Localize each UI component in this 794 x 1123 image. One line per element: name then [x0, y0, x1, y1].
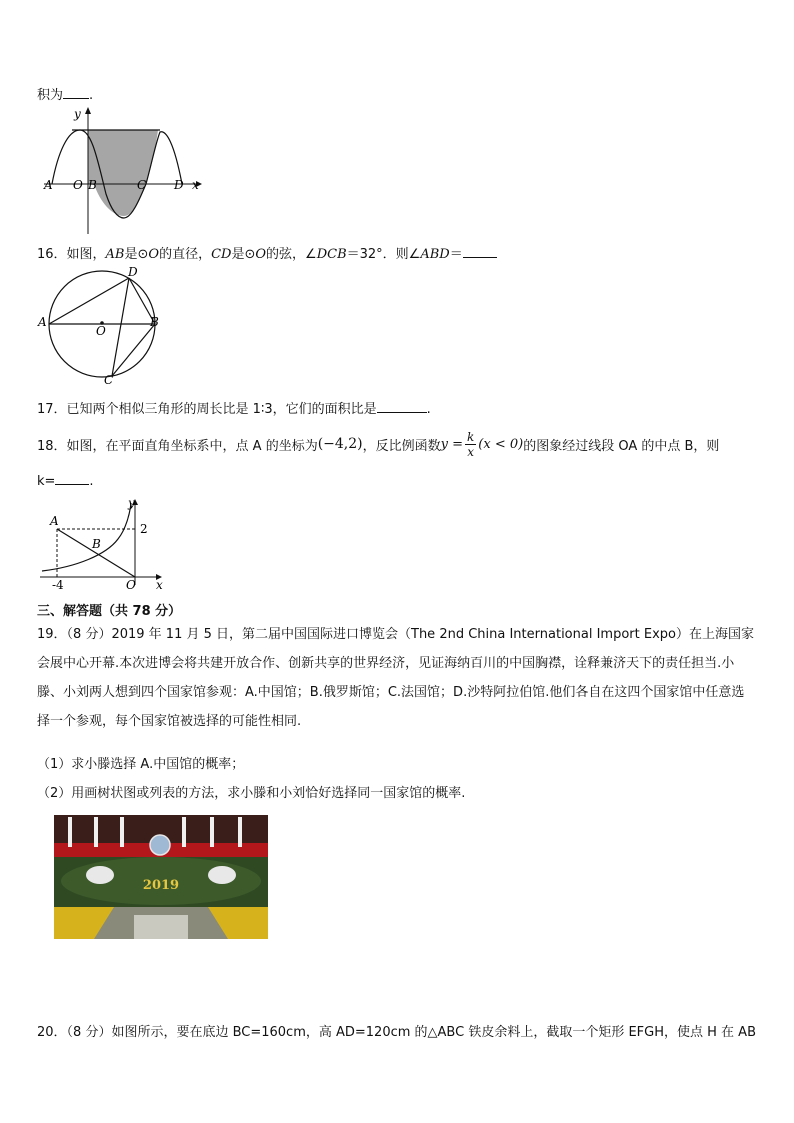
label-O: O	[126, 578, 136, 591]
figure-18-hyperbola	[36, 493, 170, 591]
answer-blank	[55, 472, 89, 485]
question-18-answer: k= .	[37, 474, 94, 489]
label-D: D	[128, 265, 138, 279]
label-A: A	[50, 514, 59, 528]
question-18: 18．如图，在平面直角坐标系中，点 A 的坐标为 (−4,2) ，反比例函数 y = $\frac{k}{x}$ (x < 0) 的图象经过线段 OA 的中点 B，则	[37, 429, 720, 459]
label-B: B	[150, 315, 159, 329]
label-B: B	[88, 178, 97, 192]
expo-photo-illustration	[54, 815, 268, 939]
label-x: x	[156, 578, 163, 591]
answer-blank	[377, 400, 427, 413]
section-heading: 三、解答题（共 78 分）	[37, 604, 182, 619]
label-minus4: -4	[52, 578, 64, 591]
label-C: C	[104, 373, 114, 387]
question-19: 19．（8 分）2019 年 11 月 5 日，第二届中国国际进口博览会（The 2nd China International Import Expo）在上海国家会展中心开幕.本次进博会将共建开放合作、创新共享的世界经济，见证海纳百川的中国胸襟，诠释兼济天下的责任担当.小滕、小刘两人想到四个国家馆参观：A.中国馆；B.俄罗斯馆；C.法国馆；D.沙特阿拉伯馆.他们各自在这四个国家馆中任意选择一个参观，每个国家馆被选择的可能性相同.	[37, 627, 754, 729]
label-y: y	[74, 107, 81, 121]
label-A: A	[44, 178, 53, 192]
fraction-k-over-x: $\frac{k}{x}$	[467, 429, 475, 459]
question-17: 17．已知两个相似三角形的周长比是 1∶3，它们的面积比是 .	[37, 402, 431, 417]
label-y: y	[128, 496, 135, 510]
question-19-part-2: （2）用画树状图或列表的方法，求小滕和小刘恰好选择同一国家馆的概率.	[37, 786, 466, 801]
question-19-part-1: （1）求小滕选择 A.中国馆的概率；	[37, 757, 245, 772]
label-2: 2	[140, 522, 148, 536]
label-A: A	[38, 315, 47, 329]
question-20: 20．（8 分）如图所示，要在底边 BC=160cm，高 AD=120cm 的△ABC 铁皮余料上，截取一个矩形 EFGH，使点 H 在 AB	[37, 1025, 756, 1040]
figure-15-curve	[36, 102, 206, 238]
photo-year-label: 2019	[142, 878, 180, 893]
chord-CD	[112, 278, 129, 376]
shaded-region-top	[88, 130, 158, 184]
label-x: x	[192, 178, 199, 192]
figure-16-circle	[36, 264, 168, 388]
question-16: 16．如图，AB是⊙O的直径，CD是⊙O的弦，∠DCB＝32°．则∠ABD＝	[37, 243, 497, 262]
answer-blank	[63, 86, 89, 99]
label-D: D	[174, 178, 184, 192]
answer-blank	[463, 245, 497, 258]
label-C: C	[137, 178, 147, 192]
expo-photo	[54, 815, 268, 939]
q15-text: 积为 .	[37, 88, 94, 103]
label-O: O	[73, 178, 83, 192]
label-B: B	[92, 537, 101, 551]
label-O: O	[96, 324, 106, 338]
